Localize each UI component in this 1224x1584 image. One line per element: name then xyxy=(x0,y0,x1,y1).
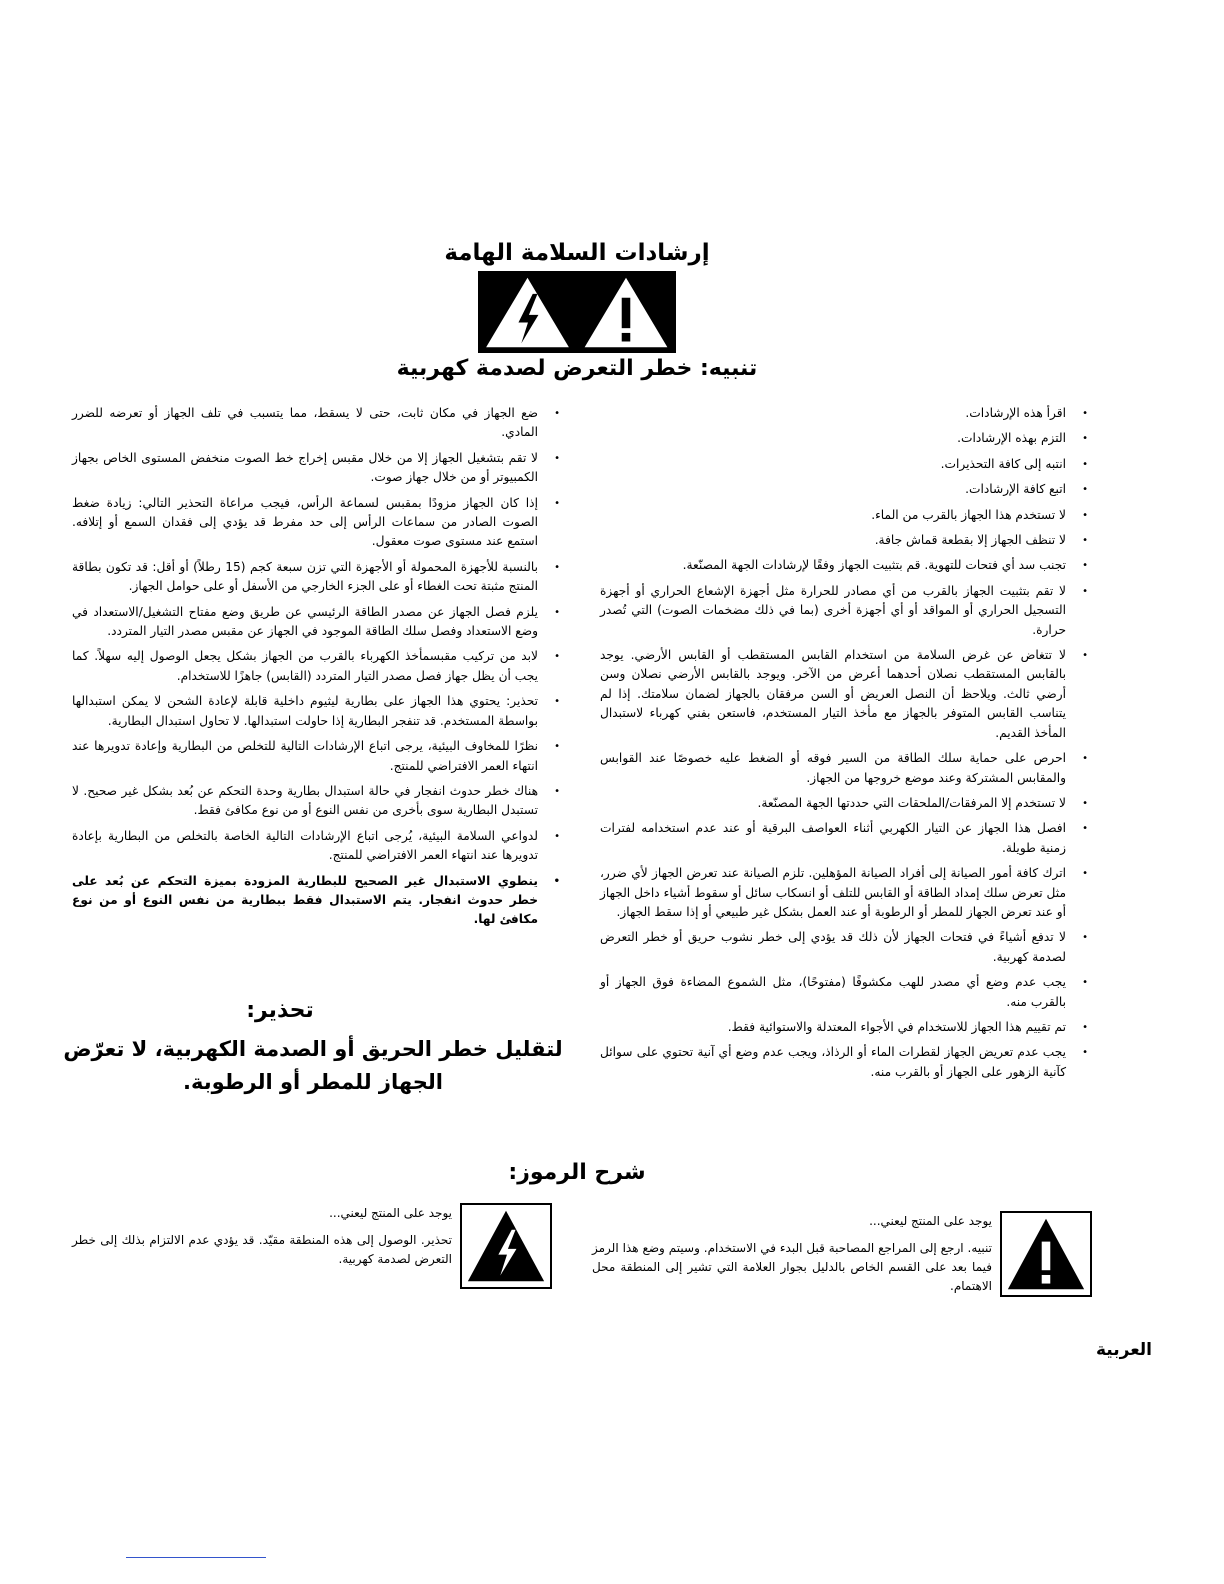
symbol-body: تنبيه. ارجع إلى المراجع المصاحبة قبل البدء في الاستخدام. وسيتم وضع هذا الرمز فيما بعد على القسم الخاص بالدليل بجوار العلامة التي تشير إلى المنطقة محل الاهتمام. xyxy=(592,1241,992,1293)
symbol-description-voltage xyxy=(72,1204,452,1269)
list-item: • ينطوي الاستبدال غير الصحيح للبطارية المزودة بميزة التحكم عن بُعد على خطر حدوث انفجار. يتم الاستبدال فقط ببطارية من نفس النوع أو من نوع مكافئ لها. xyxy=(72,872,568,930)
list-item: • تجنب سد أي فتحات للتهوية. قم بتثبيت الجهاز وفقًا لإرشادات الجهة المصنّعة. xyxy=(600,556,1096,575)
list-item: • يجب عدم تعريض الجهاز لقطرات الماء أو الرذاذ، ويجب عدم وضع أي آنية تحتوي على سوائل كآنية الزهور على الجهاز أو بالقرب منه. xyxy=(600,1043,1096,1082)
list-item: • لا تستخدم إلا المرفقات/الملحقات التي حددتها الجهة المصنّعة. xyxy=(600,794,1096,813)
list-item: • انتبه إلى كافة التحذيرات. xyxy=(600,455,1096,474)
list-item: • احرص على حماية سلك الطاقة من السير فوقه أو الضغط عليه خصوصًا عند القوابس والمقابس المشتركة وعند موضع خروجها من الجهاز. xyxy=(600,749,1096,788)
symbols-title: شرح الرموز: xyxy=(508,1160,646,1185)
lightning-triangle-icon xyxy=(460,1203,552,1289)
warning-body: لتقليل خطر الحريق أو الصدمة الكهربية، لا تعرّض الجهاز للمطر أو الرطوبة. xyxy=(63,1037,563,1094)
list-item: • نظرًا للمخاوف البيئية، يرجى اتباع الإرشادات التالية للتخلص من البطارية وإعادة تدويرها عند انتهاء العمر الافتراضي للمنتج. xyxy=(72,737,568,776)
list-item: • يلزم فصل الجهاز عن مصدر الطاقة الرئيسي عن طريق وضع مفتاح التشغيل/الاستعداد في وضع الاستعداد وفصل سلك الطاقة الموجود في الجهاز عن مقبس مصدر التيار المتردد. xyxy=(72,603,568,642)
warning-icons xyxy=(478,271,676,353)
list-item: • التزم بهذه الإرشادات. xyxy=(600,429,1096,448)
list-item: • لا تقم بتثبيت الجهاز بالقرب من أي مصادر للحرارة مثل أجهزة الإشعاع الحراري أو أجهزة التسجيل الحراري أو المواقد أو أي أجهزة أخرى (بما في ذلك مضخمات الصوت) التي تُصدر حرارة. xyxy=(600,582,1096,640)
exclamation-triangle-icon xyxy=(1000,1211,1092,1297)
page-title: إرشادات السلامة الهامة xyxy=(444,240,710,266)
symbol-head: يوجد على المنتج ليعني... xyxy=(869,1214,992,1228)
list-item: • يجب عدم وضع أي مصدر للهب مكشوفًا (مفتوحًا)، مثل الشموع المضاءة فوق الجهاز أو بالقرب منه. xyxy=(600,973,1096,1012)
caution-heading: تنبيه: خطر التعرض لصدمة كهربية xyxy=(396,356,758,381)
lightning-bolt-icon xyxy=(478,271,577,353)
list-item: • هناك خطر حدوث انفجار في حالة استبدال بطارية وحدة التحكم عن بُعد بشكل غير صحيح. لا تستبدل البطارية سوى بأخرى من نفس النوع أو من نوع مكافئ فقط. xyxy=(72,782,568,821)
list-item: • ضع الجهاز في مكان ثابت، حتى لا يسقط، مما يتسبب في تلف الجهاز أو تعرضه للضرر المادي. xyxy=(72,404,568,443)
list-item: • إذا كان الجهاز مزودًا بمقبس لسماعة الرأس، فيجب مراعاة التحذير التالي: زيادة ضغط الصوت الصادر من سماعات الرأس إلى حد مفرط قد يؤدي إلى فقدان السمع أو إتلافه. استمع عند مستوى صوت معقول. xyxy=(72,494,568,552)
list-item: • لدواعي السلامة البيئية، يُرجى اتباع الإرشادات التالية الخاصة بالتخلص من البطارية بإعادة تدويرها عند انتهاء العمر الافتراضي للمنتج. xyxy=(72,827,568,866)
exclamation-icon xyxy=(577,271,676,353)
symbol-head: يوجد على المنتج ليعني... xyxy=(329,1206,452,1220)
list-item: • لا تدفع أشياءً في فتحات الجهاز لأن ذلك قد يؤدي إلى خطر نشوب حريق أو خطر التعرض لصدمة كهربية. xyxy=(600,928,1096,967)
list-item: • افصل هذا الجهاز عن التيار الكهربي أثناء العواصف البرقية أو عند عدم استخدامه لفترات زمنية طويلة. xyxy=(600,819,1096,858)
list-item: • اقرأ هذه الإرشادات. xyxy=(600,404,1096,423)
list-item: • تحذير: يحتوي هذا الجهاز على بطارية ليثيوم داخلية قابلة لإعادة الشحن لا يمكن استبدالها بواسطة المستخدم. قد تنفجر البطارية إذا حاولت استبدالها. لا تحاول استبدال البطارية. xyxy=(72,692,568,731)
list-item: • لابد من تركيب مقبسمأخذ الكهرباء بالقرب من الجهاز بشكل يجعل الوصول إليه سهلاً. كما يجب أن يظل جهاز فصل مصدر التيار المتردد (القابس) جاهزًا للاستخدام. xyxy=(72,647,568,686)
list-item: • لا تستخدم هذا الجهاز بالقرب من الماء. xyxy=(600,506,1096,525)
warning-title: تحذير: xyxy=(246,998,314,1023)
symbol-description-attention xyxy=(592,1212,992,1296)
list-item: • لا تنظف الجهاز إلا بقطعة قماش جافة. xyxy=(600,531,1096,550)
instructions-list-left xyxy=(72,404,568,936)
footnote-divider xyxy=(126,1557,266,1558)
list-item: • اتبع كافة الإرشادات. xyxy=(600,480,1096,499)
list-item: • لا تقم بتشغيل الجهاز إلا من خلال مقبس إخراج خط الصوت منخفض المستوى الخاص بجهاز الكمبيوتر أو من خلال جهاز صوت. xyxy=(72,449,568,488)
list-item: • تم تقييم هذا الجهاز للاستخدام في الأجواء المعتدلة والاستوائية فقط. xyxy=(600,1018,1096,1037)
list-item: • لا تتغاض عن غرض السلامة من استخدام القابس المستقطب أو القابس الأرضي. يوجد بالقابس المستقطب نصلان أحدهما أعرض من الآخر. ويوجد بالقابس الأرضي نصلان وسن أرضي ثالث. ويلاحظ أن النصل العريض أو السن مرفقان بالجهاز لضمان سلامتك. إذا لم يتناسب القابس المتوفر بالجهاز مع مأخذ التيار المستخدم، فاستعن بفني كهرباء لاستبدال المأخذ القديم. xyxy=(600,646,1096,743)
language-label: العربية xyxy=(1095,1340,1152,1360)
list-item: • اترك كافة أمور الصيانة إلى أفراد الصيانة المؤهلين. تلزم الصيانة عند تعرض الجهاز لأي ضرر، مثل تعرض سلك إمداد الطاقة أو القابس للتلف أو انسكاب سائل أو سقوط أشياء داخل الجهاز أو عند تعرض الجهاز للمطر أو الرطوبة أو عند العمل بشكل غير طبيعي أو إذا سقط الجهاز. xyxy=(600,864,1096,922)
list-item: • بالنسبة للأجهزة المحمولة أو الأجهزة التي تزن سبعة كجم (15 رطلاً) أو أقل: قد تكون بطاقة المنتج مثبتة تحت الغطاء أو على الجزء الخارجي من الأسفل أو على حوامل الجهاز. xyxy=(72,558,568,597)
symbol-body: تحذير. الوصول إلى هذه المنطقة مقيّد. قد يؤدي عدم الالتزام بذلك إلى خطر التعرض لصدمة كهربية. xyxy=(72,1233,452,1266)
instructions-list-right xyxy=(600,404,1096,1088)
